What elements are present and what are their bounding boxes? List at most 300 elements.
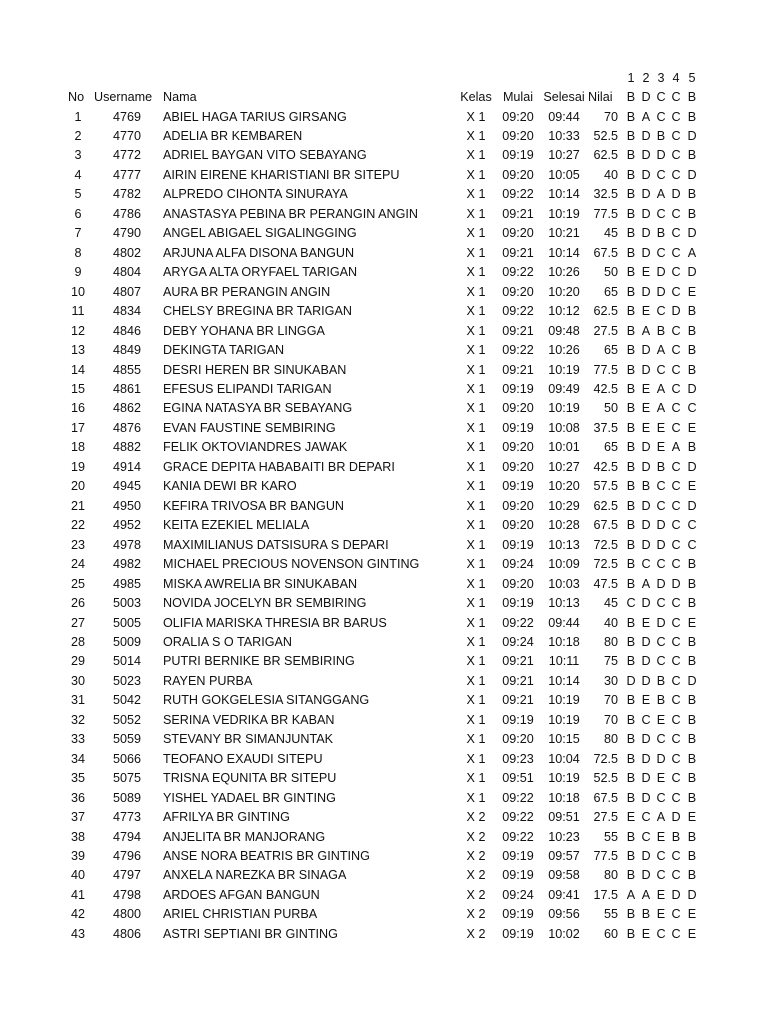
score-cell: 67.5 bbox=[593, 518, 618, 533]
username-cell: 4797 bbox=[112, 868, 142, 883]
username-cell: 4846 bbox=[112, 323, 142, 338]
answer-cell: C bbox=[656, 868, 666, 883]
username-cell: 5005 bbox=[112, 615, 142, 630]
table-row bbox=[0, 108, 768, 127]
table-row bbox=[0, 146, 768, 165]
answer-cell: B bbox=[626, 654, 636, 669]
end-time-cell: 10:11 bbox=[548, 654, 580, 669]
username-cell: 5059 bbox=[112, 732, 142, 747]
answer-cell: D bbox=[641, 459, 651, 474]
name-cell: RUTH GOKGELESIA SITANGGANG bbox=[163, 693, 370, 708]
answer-cell: B bbox=[626, 634, 636, 649]
score-cell: 50 bbox=[603, 265, 618, 280]
row-number: 34 bbox=[70, 751, 85, 766]
answer-cell: D bbox=[641, 868, 651, 883]
row-number: 22 bbox=[70, 518, 85, 533]
row-number: 37 bbox=[70, 810, 85, 825]
row-number: 19 bbox=[70, 459, 85, 474]
answer-cell: C bbox=[656, 245, 666, 260]
answer-cell: C bbox=[656, 732, 666, 747]
answer-cell: B bbox=[687, 712, 697, 727]
end-time-cell: 10:33 bbox=[548, 129, 580, 143]
start-time-cell: 09:21 bbox=[502, 323, 534, 338]
answer-cell: D bbox=[641, 732, 651, 747]
score-cell: 40 bbox=[603, 615, 618, 630]
answer-cell: B bbox=[687, 148, 697, 163]
username-cell: 4796 bbox=[112, 849, 142, 863]
class-cell: X 2 bbox=[466, 849, 486, 863]
answer-cell: C bbox=[671, 323, 681, 338]
start-time-cell: 09:24 bbox=[502, 557, 534, 572]
answer-cell: A bbox=[687, 245, 697, 260]
end-time-cell: 10:27 bbox=[548, 148, 580, 163]
row-number: 29 bbox=[70, 654, 85, 669]
answer-cell: C bbox=[671, 226, 681, 241]
username-cell: 4782 bbox=[112, 187, 142, 202]
row-number: 8 bbox=[74, 245, 82, 260]
score-cell: 40 bbox=[603, 167, 618, 182]
end-time-cell: 10:23 bbox=[548, 829, 580, 844]
start-time-cell: 09:22 bbox=[502, 810, 534, 825]
name-cell: SERINA VEDRIKA BR KABAN bbox=[163, 712, 335, 727]
name-cell: ALPREDO CIHONTA SINURAYA bbox=[163, 187, 348, 202]
answer-cell: B bbox=[656, 673, 666, 688]
username-cell: 4794 bbox=[112, 829, 142, 844]
table-row bbox=[0, 205, 768, 224]
start-time-cell: 09:19 bbox=[502, 907, 534, 922]
end-time-cell: 10:18 bbox=[548, 790, 580, 805]
start-time-cell: 09:19 bbox=[502, 849, 534, 863]
answer-cell: D bbox=[656, 265, 666, 280]
row-number: 4 bbox=[74, 167, 82, 182]
table-row bbox=[0, 322, 768, 341]
start-time-cell: 09:21 bbox=[502, 206, 534, 221]
answer-cell: C bbox=[656, 634, 666, 649]
class-cell: X 1 bbox=[466, 654, 486, 669]
answer-cell: C bbox=[671, 926, 681, 941]
answer-cell: B bbox=[626, 907, 636, 922]
answer-cell: B bbox=[626, 479, 636, 494]
row-number: 9 bbox=[74, 265, 82, 280]
class-cell: X 1 bbox=[466, 518, 486, 533]
row-number: 7 bbox=[74, 226, 82, 241]
answer-cell: B bbox=[687, 829, 697, 844]
table-row bbox=[0, 769, 768, 788]
answer-cell: C bbox=[671, 381, 681, 396]
class-cell: X 1 bbox=[466, 634, 486, 649]
row-number: 26 bbox=[70, 596, 85, 610]
row-number: 42 bbox=[70, 907, 85, 922]
end-time-cell: 10:19 bbox=[548, 206, 580, 221]
answer-cell: D bbox=[671, 187, 681, 202]
end-time-cell: 10:14 bbox=[548, 187, 580, 202]
start-time-cell: 09:21 bbox=[502, 673, 534, 688]
answer-cell: B bbox=[626, 926, 636, 941]
answer-cell: C bbox=[656, 596, 666, 610]
table-row bbox=[0, 866, 768, 885]
answer-cell: C bbox=[656, 206, 666, 221]
class-cell: X 1 bbox=[466, 226, 486, 241]
answer-cell: D bbox=[656, 537, 666, 552]
answer-cell: C bbox=[656, 304, 666, 319]
end-time-cell: 10:14 bbox=[548, 245, 580, 260]
answer-cell: C bbox=[656, 654, 666, 669]
header-no: No bbox=[68, 90, 85, 104]
answer-cell: D bbox=[656, 518, 666, 533]
answer-cell: C bbox=[671, 790, 681, 805]
name-cell: AIRIN EIRENE KHARISTIANI BR SITEPU bbox=[163, 167, 400, 182]
score-cell: 42.5 bbox=[593, 381, 618, 396]
end-time-cell: 10:28 bbox=[548, 518, 580, 533]
answer-cell: B bbox=[687, 634, 697, 649]
end-time-cell: 10:21 bbox=[548, 226, 580, 241]
username-cell: 4807 bbox=[112, 284, 142, 299]
answer-cell: D bbox=[641, 148, 651, 163]
table-row bbox=[0, 224, 768, 243]
row-number: 2 bbox=[74, 129, 82, 143]
class-cell: X 1 bbox=[466, 596, 486, 610]
table-row bbox=[0, 828, 768, 847]
answer-cell: B bbox=[626, 129, 636, 143]
class-cell: X 2 bbox=[466, 829, 486, 844]
end-time-cell: 10:15 bbox=[548, 732, 580, 747]
username-cell: 4772 bbox=[112, 148, 142, 163]
start-time-cell: 09:22 bbox=[502, 304, 534, 319]
username-cell: 4806 bbox=[112, 926, 142, 941]
answer-cell: D bbox=[687, 498, 697, 513]
answer-cell: E bbox=[656, 887, 666, 902]
answer-cell: E bbox=[641, 401, 651, 416]
row-number: 35 bbox=[70, 771, 85, 786]
start-time-cell: 09:20 bbox=[502, 401, 534, 416]
start-time-cell: 09:20 bbox=[502, 498, 534, 513]
answer-cell: D bbox=[641, 362, 651, 377]
score-cell: 57.5 bbox=[593, 479, 618, 494]
answer-cell: B bbox=[626, 790, 636, 805]
username-cell: 4849 bbox=[112, 343, 142, 357]
class-cell: X 1 bbox=[466, 790, 486, 805]
start-time-cell: 09:22 bbox=[502, 790, 534, 805]
class-cell: X 2 bbox=[466, 907, 486, 922]
answer-cell: E bbox=[656, 907, 666, 922]
username-cell: 4862 bbox=[112, 401, 142, 416]
username-cell: 4786 bbox=[112, 206, 142, 221]
answer-cell: C bbox=[656, 109, 666, 124]
answer-cell: C bbox=[671, 693, 681, 708]
answer-cell: C bbox=[671, 634, 681, 649]
score-cell: 30 bbox=[603, 673, 618, 688]
answer-cell: C bbox=[671, 459, 681, 474]
start-time-cell: 09:19 bbox=[502, 420, 534, 435]
end-time-cell: 09:49 bbox=[548, 381, 580, 396]
class-cell: X 2 bbox=[466, 868, 486, 883]
answer-cell: D bbox=[656, 148, 666, 163]
answer-cell: E bbox=[687, 284, 697, 299]
answer-cell: C bbox=[671, 673, 681, 688]
answer-cell: C bbox=[671, 868, 681, 883]
answer-cell: B bbox=[687, 187, 697, 202]
name-cell: ORALIA S O TARIGAN bbox=[163, 634, 293, 649]
answer-cell: C bbox=[687, 518, 697, 533]
answer-cell: B bbox=[626, 187, 636, 202]
name-cell: MICHAEL PRECIOUS NOVENSON GINTING bbox=[163, 557, 420, 572]
class-cell: X 2 bbox=[466, 810, 486, 825]
answer-cell: C bbox=[656, 362, 666, 377]
table-row bbox=[0, 302, 768, 321]
answer-cell: D bbox=[671, 576, 681, 591]
row-number: 1 bbox=[74, 109, 82, 124]
score-cell: 67.5 bbox=[593, 245, 618, 260]
username-cell: 4882 bbox=[112, 440, 142, 455]
answer-cell: C bbox=[656, 557, 666, 572]
answer-cell: B bbox=[626, 323, 636, 338]
answer-cell: D bbox=[641, 634, 651, 649]
answer-cell: B bbox=[687, 732, 697, 747]
answer-cell: C bbox=[671, 732, 681, 747]
answer-cell: D bbox=[641, 537, 651, 552]
answer-cell: E bbox=[641, 265, 651, 280]
username-cell: 4861 bbox=[112, 381, 142, 396]
answer-cell: D bbox=[687, 887, 697, 902]
end-time-cell: 10:03 bbox=[548, 576, 580, 591]
username-cell: 5075 bbox=[112, 771, 142, 786]
answer-cell: C bbox=[656, 479, 666, 494]
start-time-cell: 09:21 bbox=[502, 245, 534, 260]
username-cell: 5009 bbox=[112, 634, 142, 649]
end-time-cell: 10:19 bbox=[548, 401, 580, 416]
answer-cell: E bbox=[656, 829, 666, 844]
class-cell: X 1 bbox=[466, 751, 486, 766]
name-cell: KANIA DEWI BR KARO bbox=[163, 479, 297, 494]
name-cell: AFRILYA BR GINTING bbox=[163, 810, 290, 825]
answer-cell: A bbox=[671, 440, 681, 455]
name-cell: ANXELA NAREZKA BR SINAGA bbox=[163, 868, 347, 883]
row-number: 24 bbox=[70, 557, 85, 572]
end-time-cell: 09:58 bbox=[548, 868, 580, 883]
answer-cell: D bbox=[687, 673, 697, 688]
header-answer-key: B bbox=[626, 90, 636, 104]
username-cell: 4770 bbox=[112, 129, 142, 143]
start-time-cell: 09:20 bbox=[502, 576, 534, 591]
answer-cell: C bbox=[671, 518, 681, 533]
class-cell: X 1 bbox=[466, 381, 486, 396]
class-cell: X 1 bbox=[466, 576, 486, 591]
answer-cell: C bbox=[671, 265, 681, 280]
end-time-cell: 10:19 bbox=[548, 362, 580, 377]
header-nilai: Nilai bbox=[588, 90, 613, 104]
score-cell: 72.5 bbox=[593, 537, 618, 552]
answer-cell: B bbox=[687, 206, 697, 221]
answer-cell: C bbox=[641, 810, 651, 825]
end-time-cell: 10:29 bbox=[548, 498, 580, 513]
class-cell: X 1 bbox=[466, 265, 486, 280]
question-number: 5 bbox=[688, 71, 696, 85]
name-cell: ANASTASYA PEBINA BR PERANGIN ANGIN bbox=[163, 206, 418, 221]
username-cell: 5003 bbox=[112, 596, 142, 610]
start-time-cell: 09:21 bbox=[502, 362, 534, 377]
header-answer-key: C bbox=[671, 90, 681, 104]
score-cell: 65 bbox=[603, 284, 618, 299]
answer-cell: D bbox=[641, 226, 651, 241]
answer-cell: D bbox=[656, 284, 666, 299]
end-time-cell: 10:02 bbox=[548, 926, 580, 941]
score-cell: 77.5 bbox=[593, 849, 618, 863]
answer-cell: D bbox=[641, 440, 651, 455]
name-cell: STEVANY BR SIMANJUNTAK bbox=[163, 732, 334, 747]
answer-cell: A bbox=[656, 810, 666, 825]
username-cell: 4950 bbox=[112, 498, 142, 513]
answer-cell: C bbox=[656, 926, 666, 941]
answer-cell: D bbox=[656, 615, 666, 630]
table-row bbox=[0, 263, 768, 282]
username-cell: 5066 bbox=[112, 751, 142, 766]
class-cell: X 1 bbox=[466, 401, 486, 416]
answer-cell: E bbox=[626, 810, 636, 825]
class-cell: X 1 bbox=[466, 459, 486, 474]
class-cell: X 1 bbox=[466, 557, 486, 572]
answer-cell: E bbox=[687, 907, 697, 922]
class-cell: X 1 bbox=[466, 420, 486, 435]
class-cell: X 1 bbox=[466, 537, 486, 552]
answer-cell: B bbox=[626, 148, 636, 163]
answer-cell: A bbox=[641, 887, 651, 902]
start-time-cell: 09:22 bbox=[502, 615, 534, 630]
row-number: 38 bbox=[70, 829, 85, 844]
class-cell: X 1 bbox=[466, 284, 486, 299]
end-time-cell: 10:14 bbox=[548, 673, 580, 688]
answer-cell: C bbox=[671, 206, 681, 221]
end-time-cell: 10:20 bbox=[548, 479, 580, 494]
answer-cell: D bbox=[687, 459, 697, 474]
name-cell: EFESUS ELIPANDI TARIGAN bbox=[163, 381, 332, 396]
name-cell: RAYEN PURBA bbox=[163, 673, 253, 688]
answer-cell: D bbox=[656, 576, 666, 591]
score-cell: 70 bbox=[603, 109, 618, 124]
row-number: 3 bbox=[74, 148, 82, 163]
username-cell: 4804 bbox=[112, 265, 142, 280]
start-time-cell: 09:20 bbox=[502, 226, 534, 241]
answer-cell: B bbox=[626, 401, 636, 416]
answer-cell: D bbox=[671, 810, 681, 825]
start-time-cell: 09:24 bbox=[502, 634, 534, 649]
start-time-cell: 09:19 bbox=[502, 926, 534, 941]
class-cell: X 1 bbox=[466, 323, 486, 338]
score-cell: 80 bbox=[603, 868, 618, 883]
answer-cell: D bbox=[641, 284, 651, 299]
answer-cell: B bbox=[656, 693, 666, 708]
score-cell: 62.5 bbox=[593, 148, 618, 163]
name-cell: DESRI HEREN BR SINUKABAN bbox=[163, 362, 347, 377]
class-cell: X 2 bbox=[466, 887, 486, 902]
table-row bbox=[0, 789, 768, 808]
row-number: 33 bbox=[70, 732, 85, 747]
score-cell: 65 bbox=[603, 440, 618, 455]
score-cell: 62.5 bbox=[593, 498, 618, 513]
answer-cell: D bbox=[641, 518, 651, 533]
table-row bbox=[0, 166, 768, 185]
row-number: 30 bbox=[70, 673, 85, 688]
answer-cell: B bbox=[687, 693, 697, 708]
table-row bbox=[0, 575, 768, 594]
row-number: 41 bbox=[70, 887, 85, 902]
score-cell: 45 bbox=[603, 596, 618, 610]
header-answer-key: D bbox=[641, 90, 651, 104]
table-row bbox=[0, 399, 768, 418]
answer-cell: D bbox=[641, 790, 651, 805]
start-time-cell: 09:20 bbox=[502, 440, 534, 455]
username-cell: 4773 bbox=[112, 810, 142, 825]
answer-cell: A bbox=[656, 187, 666, 202]
answer-cell: D bbox=[641, 129, 651, 143]
table-row bbox=[0, 361, 768, 380]
end-time-cell: 09:48 bbox=[548, 323, 580, 338]
table-row bbox=[0, 380, 768, 399]
start-time-cell: 09:22 bbox=[502, 265, 534, 280]
answer-cell: C bbox=[656, 498, 666, 513]
class-cell: X 1 bbox=[466, 245, 486, 260]
answer-cell: C bbox=[671, 245, 681, 260]
class-cell: X 1 bbox=[466, 693, 486, 708]
name-cell: CHELSY BREGINA BR TARIGAN bbox=[163, 304, 352, 319]
name-cell: GRACE DEPITA HABABAITI BR DEPARI bbox=[163, 459, 395, 474]
answer-cell: D bbox=[671, 304, 681, 319]
row-number: 32 bbox=[70, 712, 85, 727]
start-time-cell: 09:19 bbox=[502, 868, 534, 883]
answer-cell: B bbox=[626, 615, 636, 630]
end-time-cell: 10:20 bbox=[548, 284, 580, 299]
answer-cell: E bbox=[641, 693, 651, 708]
table-row bbox=[0, 691, 768, 710]
username-cell: 5042 bbox=[112, 693, 142, 708]
row-number: 18 bbox=[70, 440, 85, 455]
username-cell: 4790 bbox=[112, 226, 142, 241]
table-row bbox=[0, 516, 768, 535]
answer-cell: D bbox=[641, 751, 651, 766]
answer-cell: C bbox=[656, 790, 666, 805]
username-cell: 4800 bbox=[112, 907, 142, 922]
class-cell: X 1 bbox=[466, 479, 486, 494]
answer-cell: C bbox=[671, 615, 681, 630]
answer-cell: A bbox=[656, 381, 666, 396]
answer-cell: B bbox=[626, 849, 636, 863]
name-cell: ANGEL ABIGAEL SIGALINGGING bbox=[163, 226, 357, 241]
class-cell: X 1 bbox=[466, 304, 486, 319]
answer-cell: C bbox=[656, 849, 666, 863]
end-time-cell: 10:27 bbox=[548, 459, 580, 474]
answer-cell: C bbox=[641, 829, 651, 844]
table-row bbox=[0, 925, 768, 944]
answer-cell: C bbox=[671, 343, 681, 357]
answer-cell: C bbox=[671, 129, 681, 143]
answer-cell: B bbox=[626, 693, 636, 708]
name-cell: OLIFIA MARISKA THRESIA BR BARUS bbox=[163, 615, 387, 630]
score-cell: 60 bbox=[603, 926, 618, 941]
start-time-cell: 09:23 bbox=[502, 751, 534, 766]
answer-cell: D bbox=[687, 381, 697, 396]
table-row bbox=[0, 711, 768, 730]
class-cell: X 1 bbox=[466, 109, 486, 124]
username-cell: 4798 bbox=[112, 887, 142, 902]
end-time-cell: 09:56 bbox=[548, 907, 580, 922]
row-number: 16 bbox=[70, 401, 85, 416]
name-cell: FELIK OKTOVIANDRES JAWAK bbox=[163, 440, 348, 455]
class-cell: X 1 bbox=[466, 187, 486, 202]
table-row bbox=[0, 438, 768, 457]
end-time-cell: 10:26 bbox=[548, 265, 580, 280]
answer-cell: B bbox=[626, 343, 636, 357]
username-cell: 5089 bbox=[112, 790, 142, 805]
name-cell: YISHEL YADAEL BR GINTING bbox=[163, 790, 336, 805]
